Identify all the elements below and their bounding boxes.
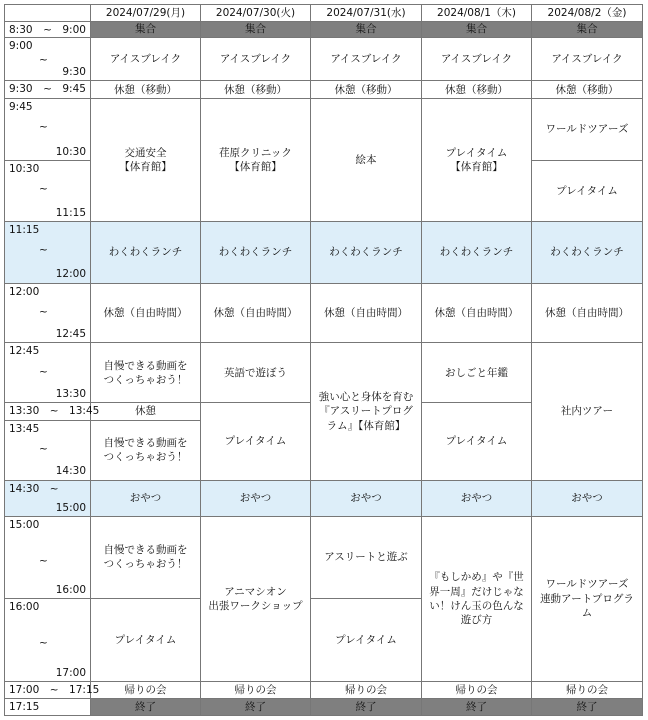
mon-video-3: 自慢できる動画を つくっちゃおう！ <box>91 516 201 599</box>
time-1600: 16:00 ~ 17:00 <box>5 599 91 682</box>
day-header-tue: 2024/07/30(火) <box>201 5 311 22</box>
row-1430 <box>5 480 643 516</box>
snack-wed: おやつ <box>311 480 422 516</box>
row-1200 <box>5 283 643 343</box>
snack-fri: おやつ <box>532 480 643 516</box>
row-0930 <box>5 81 643 99</box>
fri-art-program: ワールドツアーズ 連動アートプログラム <box>532 516 643 681</box>
thu-job-almanac: おしごと年鑑 <box>422 343 532 403</box>
row-0945 <box>5 99 643 161</box>
lunch-tue: わくわくランチ <box>201 221 311 283</box>
end-wed: 終了 <box>311 699 422 716</box>
wed-athlete-program: 強い心と身体を育む 『アスリートプログラム』【体育館】 <box>311 343 422 480</box>
time-0830: 8:30 ~ 9:00 <box>5 21 91 38</box>
lunch-thu: わくわくランチ <box>422 221 532 283</box>
end-tue: 終了 <box>201 699 311 716</box>
fri-office-tour: 社内ツアー <box>532 343 643 480</box>
icebreak-mon: アイスブレイク <box>91 38 201 81</box>
time-1345: 13:45 ~ 14:30 <box>5 420 91 480</box>
goodbye-wed: 帰りの会 <box>311 681 422 699</box>
time-1430: 14:30 ~ 15:00 <box>5 480 91 516</box>
end-fri: 終了 <box>532 699 643 716</box>
goodbye-thu: 帰りの会 <box>422 681 532 699</box>
thu-kendama: 『もしかめ』や『世界一周』だけじゃない！けん玉の色んな遊び方 <box>422 516 532 681</box>
time-1330: 13:30 ~ 13:45 <box>5 403 91 421</box>
time-1200: 12:00 ~ 12:45 <box>5 283 91 343</box>
tue-english: 英語で遊ぼう <box>201 343 311 403</box>
rest-free-wed: 休憩（自由時間） <box>311 283 422 343</box>
day-header-thu: 2024/08/1（木) <box>422 5 532 22</box>
tue-animacion-workshop: アニマシオン 出張ワークショップ <box>201 516 311 681</box>
wed-playtime: プレイタイム <box>311 599 422 682</box>
row-1115 <box>5 221 643 283</box>
row-0830 <box>5 21 643 38</box>
mon-video-2: 自慢できる動画を つくっちゃおう！ <box>91 420 201 480</box>
lunch-mon: わくわくランチ <box>91 221 201 283</box>
end-thu: 終了 <box>422 699 532 716</box>
rest-free-thu: 休憩（自由時間） <box>422 283 532 343</box>
wed-picture-book: 絵本 <box>311 99 422 222</box>
wed-play-with-athletes: アスリートと遊ぶ <box>311 516 422 599</box>
gather-thu: 集合 <box>422 21 532 38</box>
gather-tue: 集合 <box>201 21 311 38</box>
snack-thu: おやつ <box>422 480 532 516</box>
icebreak-fri: アイスブレイク <box>532 38 643 81</box>
end-mon: 終了 <box>91 699 201 716</box>
rest-free-tue: 休憩（自由時間） <box>201 283 311 343</box>
time-1245: 12:45 ~ 13:30 <box>5 343 91 403</box>
row-1245 <box>5 343 643 403</box>
time-0945: 9:45 ~ 10:30 <box>5 99 91 161</box>
mon-traffic-safety: 交通安全 【体育館】 <box>91 99 201 222</box>
time-0900: 9:00 ~ 9:30 <box>5 38 91 81</box>
goodbye-fri: 帰りの会 <box>532 681 643 699</box>
schedule-table <box>4 4 643 716</box>
goodbye-mon: 帰りの会 <box>91 681 201 699</box>
row-1500 <box>5 516 643 599</box>
tue-playtime: プレイタイム <box>201 403 311 480</box>
day-header-mon: 2024/07/29(月) <box>91 5 201 22</box>
tue-ebara-clinic: 荏原クリニック 【体育館】 <box>201 99 311 222</box>
rest-free-mon: 休憩（自由時間） <box>91 283 201 343</box>
rest-move-tue: 休憩（移動） <box>201 81 311 99</box>
rest-move-wed: 休憩（移動） <box>311 81 422 99</box>
snack-mon: おやつ <box>91 480 201 516</box>
lunch-fri: わくわくランチ <box>532 221 643 283</box>
time-1700: 17:00 ~ 17:15 <box>5 681 91 699</box>
rest-move-fri: 休憩（移動） <box>532 81 643 99</box>
rest-free-fri: 休憩（自由時間） <box>532 283 643 343</box>
mon-playtime: プレイタイム <box>91 599 201 682</box>
corner-cell <box>5 5 91 22</box>
day-header-wed: 2024/07/31(水) <box>311 5 422 22</box>
thu-playtime-gym: プレイタイム 【体育館】 <box>422 99 532 222</box>
fri-world-tours: ワールドツアーズ <box>532 99 643 161</box>
row-1700 <box>5 681 643 699</box>
mon-rest: 休憩 <box>91 403 201 421</box>
row-0900 <box>5 38 643 81</box>
snack-tue: おやつ <box>201 480 311 516</box>
time-1715: 17:15 <box>5 699 91 716</box>
rest-move-thu: 休憩（移動） <box>422 81 532 99</box>
icebreak-tue: アイスブレイク <box>201 38 311 81</box>
header-row <box>5 5 643 22</box>
lunch-wed: わくわくランチ <box>311 221 422 283</box>
row-1715 <box>5 699 643 716</box>
day-header-fri: 2024/08/2（金) <box>532 5 643 22</box>
time-0930: 9:30 ~ 9:45 <box>5 81 91 99</box>
time-1115: 11:15 ~ 12:00 <box>5 221 91 283</box>
gather-mon: 集合 <box>91 21 201 38</box>
gather-wed: 集合 <box>311 21 422 38</box>
icebreak-thu: アイスブレイク <box>422 38 532 81</box>
goodbye-tue: 帰りの会 <box>201 681 311 699</box>
time-1500: 15:00 ~ 16:00 <box>5 516 91 599</box>
thu-playtime-2: プレイタイム <box>422 403 532 480</box>
gather-fri: 集合 <box>532 21 643 38</box>
mon-video-1: 自慢できる動画を つくっちゃおう！ <box>91 343 201 403</box>
fri-playtime: プレイタイム <box>532 160 643 221</box>
time-1030: 10:30 ~ 11:15 <box>5 160 91 221</box>
rest-move-mon: 休憩（移動） <box>91 81 201 99</box>
icebreak-wed: アイスブレイク <box>311 38 422 81</box>
